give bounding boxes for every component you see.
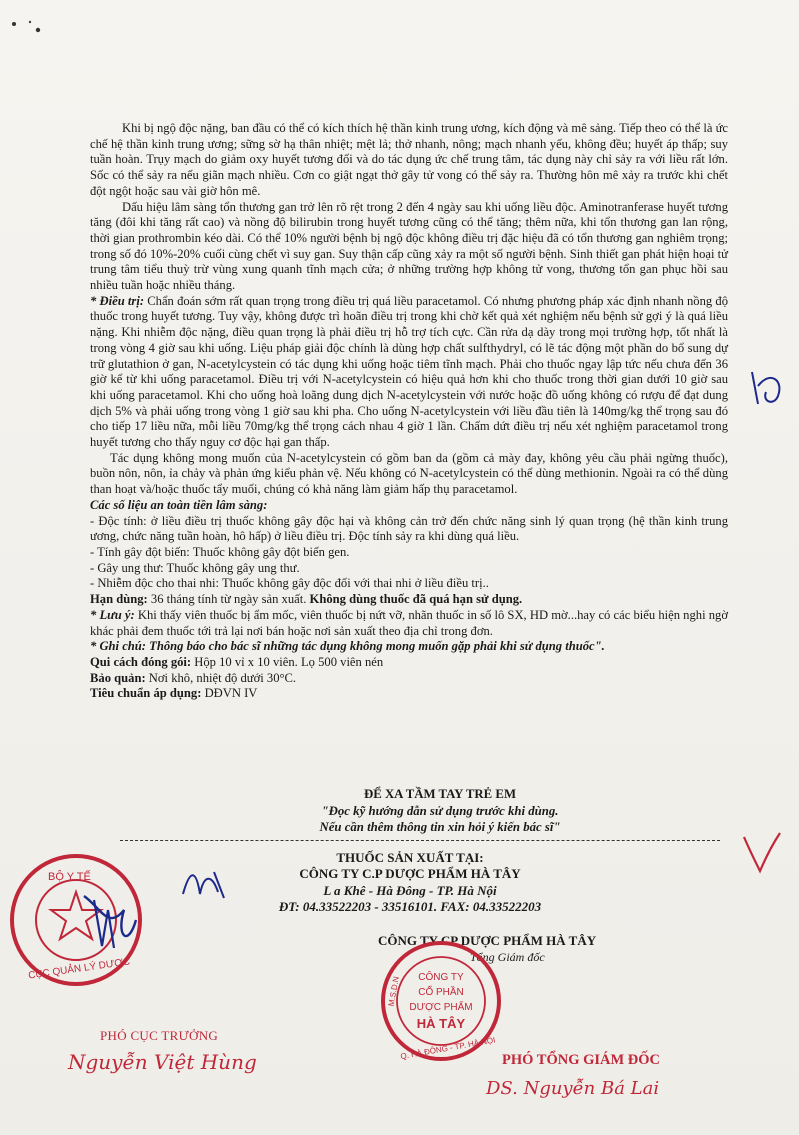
safety-item-mutagenic: - Tính gây đột biến: Thuốc không gây đột biến gen. (90, 544, 350, 559)
shelf-life (90, 592, 728, 608)
deputy-director-name: Nguyễn Việt Hùng (68, 1050, 257, 1074)
deputy-director-title: PHÓ CỤC TRƯỞNG (100, 1028, 219, 1043)
storage-label: Bảo quản: (90, 670, 146, 685)
svg-text:M.S.D.N: M.S.D.N (386, 975, 401, 1008)
packaging-line (90, 655, 728, 671)
keep-away-warning: ĐỂ XA TẦM TAY TRẺ EM (363, 787, 517, 801)
svg-text:CỤC QUẢN LÝ DƯỢC: CỤC QUẢN LÝ DƯỢC (27, 956, 131, 982)
signing-company-role: Tổng Giám đốc (470, 950, 545, 964)
read-instructions-line: "Đọc kỹ hướng dẫn sử dụng trước khi dùng. (321, 804, 559, 818)
treatment-paragraph (90, 294, 728, 451)
manufactured-at: THUỐC SẢN XUẤT TẠI: (336, 850, 484, 865)
standard-label: Tiêu chuẩn áp dụng: (90, 686, 202, 701)
overdose-paragraph: Khi bị ngộ độc nặng, ban đầu có thể có kích thích hệ thần kinh trung ương, kích động và mê sảng. Tiếp theo có thể là ức chế hệ thần kinh trung ương; sững sờ hạ thân nhiệt; mệt lả; thở nhanh, nông; mạch nhanh yếu, không đều; huyết áp thấp; suy tuần hoàn. Trụy mạch do giảm oxy huyết tương đối và do tác dụng ức chế trung tâm, tác dụng này chỉ sảy ra với liều rất lớn. Sốc có thể sảy ra nếu giãn mạch nhiều. Cơn co giật ngạt thở gây tử vong có thể sảy ra. Thường hôn mê xảy ra trước khi chết đột ngột hoặc sau vài giờ hôn mê. (90, 121, 728, 198)
caution-text: Khi thấy viên thuốc bị ẩm mốc, viên thuốc bị nứt vỡ, nhãn thuốc in số lô SX, HD mờ...hay có các biểu hiện nghi ngờ khác phải đem thuốc tới trả lại nơi bán hoặc nơi sản xuất theo địa chỉ trong đơn. (90, 607, 728, 638)
company-stamp (378, 938, 504, 1069)
treatment-text: Chẩn đoán sớm rất quan trọng trong điều trị quá liều paracetamol. Có nhưng phương pháp xác định nhanh nồng độ thuốc trong huyết tương. Tuy vậy, không được trì hoãn điều trị trong khi chờ kết quả xét nghiệm nếu bệnh sử gợi ý là quá liều nặng. Khi nhiễm độc nặng, điều quan trọng là phải điều trị hỗ trợ tích cực. Cần rửa dạ dày trong mọi trường hợp, tốt nhất là trong vòng 4 giờ sau khi uống. Liệu pháp giải độc chính là dùng hợp chất sulfthydryl, có lẽ tác động một phần do bổ sung dự trữ glutathion ở gan, N-acetylcystein có tác dụng khi uống hoặc tiêm tĩnh mạch. Phải cho thuốc ngay lập tức nếu chưa đến 36 giờ kể từ khi uống paracetamol. Điều trị với N-acetylcystein có hiệu quả hơn khi cho thuốc trong thời gian dưới 10 giờ sau khi uống paracetamol. Khi cho uống hoà loãng dung dịch N-acetylcystein với nước hoặc đồ uống không có rượu để đạt dung dịch 5% và phải uống trong vòng 1 giờ sau khi pha. Cho uống N-acetylcystein với liều đầu tiên là 140mg/kg thể trọng sau đó cho tiếp 17 liều nữa, mỗi liều 70mg/kg thể trọng cách nhau 4 giờ 1 lần. Chấm dứt điều trị nếu xét nghiệm paracetamol trong huyết tương cho thấy nguy cơ độc hại gan thấp. (90, 293, 729, 450)
safety-item-toxicity: - Độc tính: ở liều điều trị thuốc không gây độc hại và không cản trở đến chức năng sinh lý quan trọng (hệ thần kinh trung ương, chức năng tuần hoàn, hô hấp) ở liều điều trị. Độc tính sảy ra khi dùng quá liều. (90, 513, 728, 544)
handwritten-initial (178, 864, 228, 909)
svg-text:CỔ PHẦN: CỔ PHẦN (418, 987, 464, 998)
liver-damage-paragraph: Dấu hiệu lâm sàng tổn thương gan trở lên rõ rệt trong 2 đến 4 ngày sau khi uống liều độc. Aminotranferase huyết tương tăng (đôi khi tăng rất cao) và nồng độ bilirubin trong huyết tương cũng có thể tăng; thêm nữa, khi tổn thương gan lan rộng, thời gian prothrombin kéo dài. Có thể 10% người bệnh bị ngộ độc không điều trị đặc hiệu đã có tổn thương gan nghiêm trọng; trong số đó 10%-20% cuối cùng chết vì suy gan. Suy thận cấp cũng xảy ra một số người bệnh. Sinh thiết gan phát hiện hoại tử trung tâm tiểu thuỳ trừ vùng xung quanh tĩnh mạch cửa; ở những trường hợp không tử vong, thương tổn gan phục hồi sau nhiều tuần hoặc nhiều tháng. (90, 199, 728, 293)
svg-text:DƯỢC PHẨM: DƯỢC PHẨM (409, 1002, 473, 1013)
caution-label: * Lưu ý: (90, 607, 135, 622)
document-body (90, 121, 728, 702)
ask-doctor-line: Nếu cần thêm thông tin xin hỏi ý kiến bác sĩ" (319, 820, 561, 834)
svg-text:CÔNG TY: CÔNG TY (418, 972, 464, 983)
safety-item-fetal: - Nhiễm độc cho thai nhi: Thuốc không gây độc đối với thai nhi ở liều điều trị.. (90, 576, 489, 591)
caution-paragraph (90, 608, 728, 639)
standard-text: DĐVN IV (201, 686, 258, 701)
signing-company: CÔNG TY CP DƯỢC PHẨM HÀ TÂY (378, 933, 597, 948)
paper-speck (8, 18, 48, 43)
standard-line (90, 686, 728, 702)
red-check-mark (736, 829, 786, 884)
safety-heading: Các số liệu an toàn tiền lâm sàng: (90, 497, 268, 512)
manufacturer-phone: ĐT: 04.33522203 - 33516101. FAX: 04.33522203 (278, 899, 542, 914)
storage-text: Nơi khô, nhiệt độ dưới 30°C. (145, 670, 297, 685)
note-line: * Ghi chú: Thông báo cho bác sĩ những tác dụng không mong muốn gặp phải khi sử dụng thuốc". (90, 639, 605, 654)
treatment-label: * Điều trị: (90, 293, 145, 308)
deputy-general-director-name: DS. Nguyễn Bá Lai (486, 1078, 660, 1099)
packaging-label: Qui cách đóng gói: (90, 654, 192, 669)
ministry-stamp (6, 850, 146, 995)
deputy-general-director-title: PHÓ TỔNG GIÁM ĐỐC (502, 1052, 661, 1068)
margin-mark (748, 366, 788, 415)
manufacturer-name: CÔNG TY C.P DƯỢC PHẨM HÀ TÂY (299, 866, 521, 881)
safety-item-cancer: - Gây ung thư: Thuốc không gây ung thư. (90, 560, 300, 575)
svg-text:HÀ TÂY: HÀ TÂY (416, 1016, 466, 1031)
section-divider (120, 840, 720, 841)
svg-text:Q. HÀ ĐÔNG - TP. HÀ NỘI: Q. HÀ ĐÔNG - TP. HÀ NỘI (399, 1035, 497, 1062)
svg-text:BỘ Y TẾ: BỘ Y TẾ (48, 871, 91, 883)
shelf-life-warning: Không dùng thuốc đã quá hạn sử dụng. (309, 592, 523, 607)
storage-line (90, 671, 728, 687)
shelf-life-label: Hạn dùng: (90, 592, 148, 607)
manufacturer-address: L a Khê - Hà Đông - TP. Hà Nội (323, 883, 497, 898)
shelf-life-text: 36 tháng tính từ ngày sản xuất. (147, 592, 310, 607)
packaging-text: Hộp 10 vỉ x 10 viên. Lọ 500 viên nén (191, 654, 384, 669)
side-effects-paragraph: Tác dụng không mong muốn của N-acetylcystein có gồm ban da (gồm cả mày đay, không yêu cầu phải ngừng thuốc), buồn nôn, nôn, ỉa chảy và phản ứng kiểu phản vệ. Nếu không có N-acetylcystein có thể dùng methionin. Ngoài ra có thể dùng than hoạt và/hoặc thuốc tẩy muối, chúng có khả năng làm giảm hấp thụ paracetamol. (90, 450, 728, 497)
